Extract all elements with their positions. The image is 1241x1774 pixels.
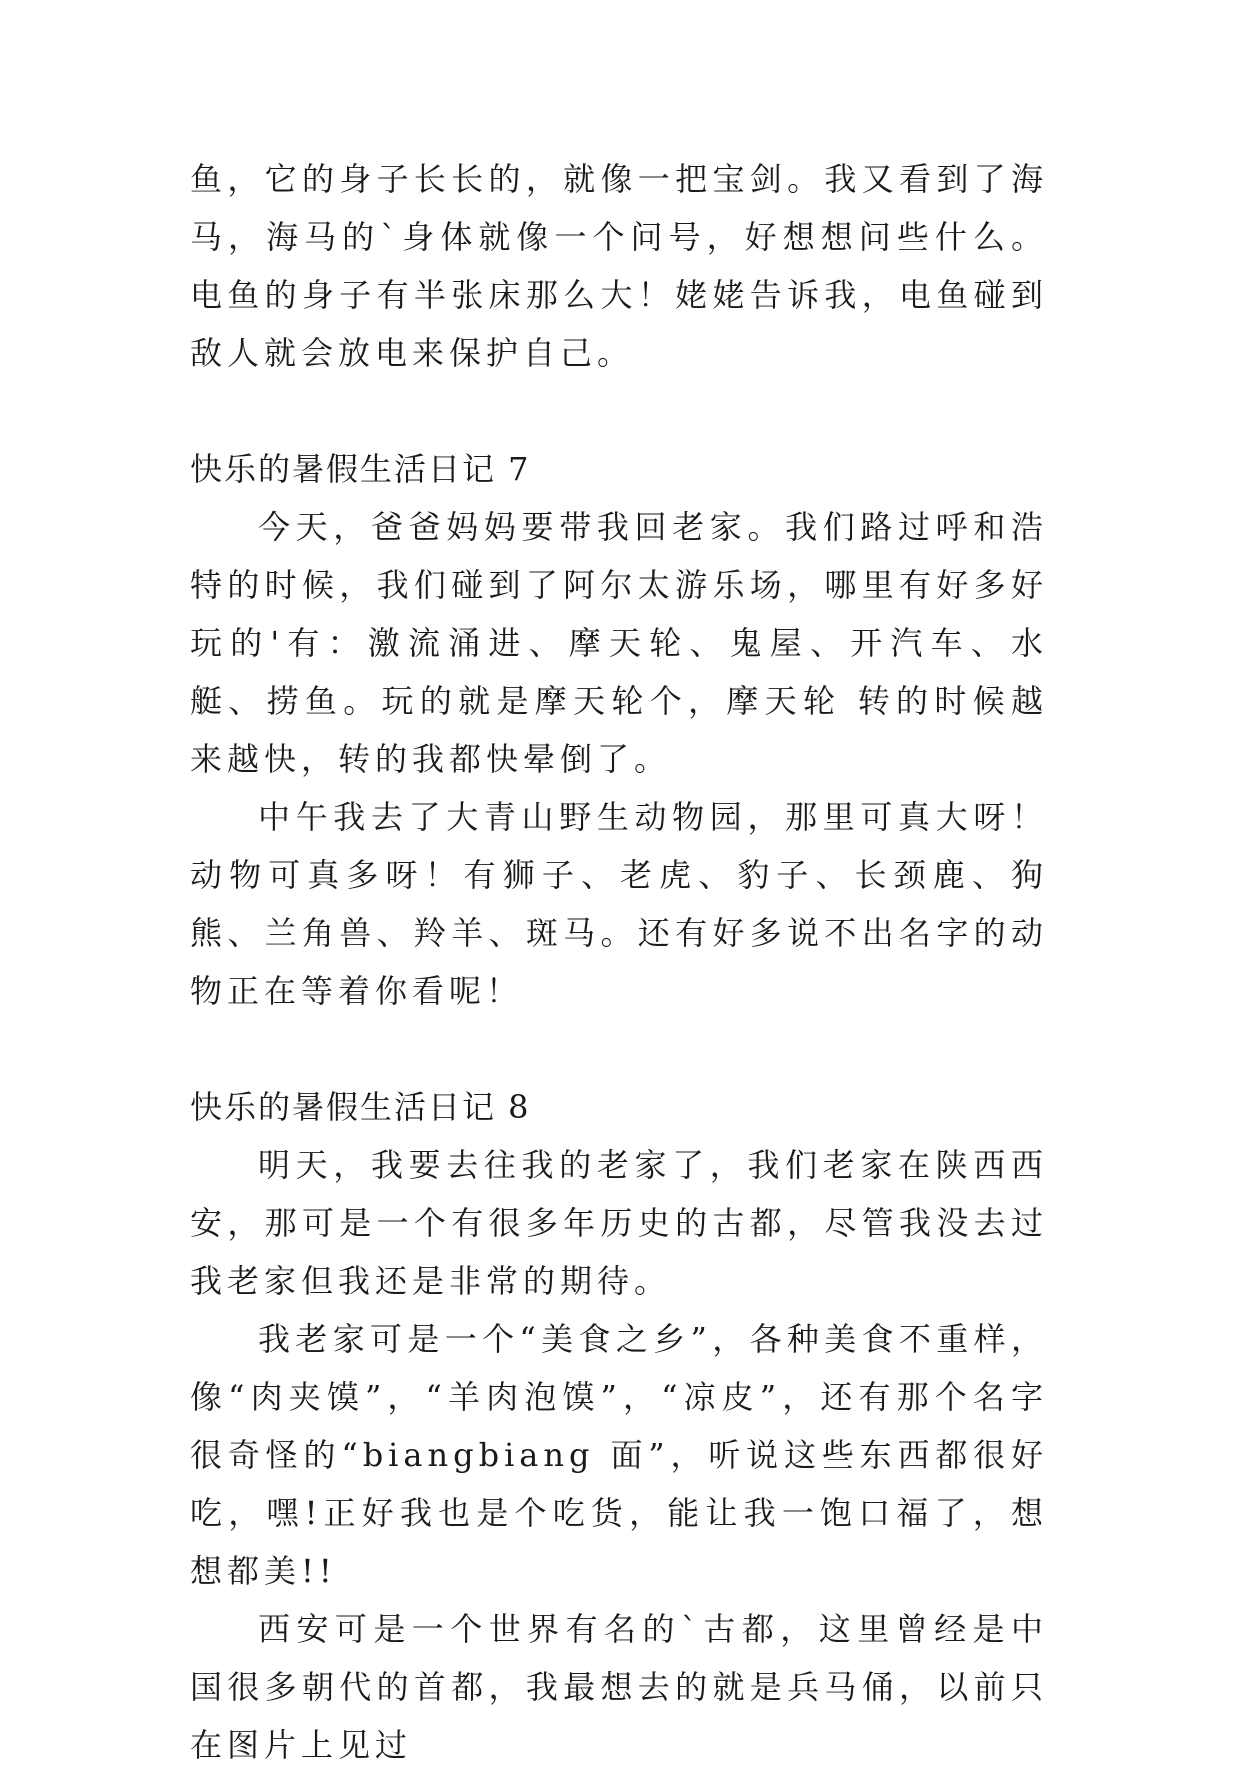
entry-paragraph: 中午我去了大青山野生动物园，那里可真大呀！动物可真多呀！有狮子、老虎、豹子、长颈鹿、狗熊、兰角兽、羚羊、斑马。还有好多说不出名字的动物正在等着你看呢！ [190,798,1048,1010]
document-page [190,150,1048,1774]
section-gap [190,1020,1048,1078]
continued-paragraph: 鱼，它的身子长长的，就像一把宝剑。我又看到了海马，海马的`身体就像一个问号，好想想问些什么。电鱼的身子有半张床那么大！姥姥告诉我，电鱼碰到敌人就会放电来保护自己。 [190,160,1048,372]
entry-paragraph: 今天，爸爸妈妈要带我回老家。我们路过呼和浩特的时候，我们碰到了阿尔太游乐场，哪里有好多好玩的'有：激流涌进、摩天轮、鬼屋、开汽车、水艇、捞鱼。玩的就是摩天轮个，摩天轮 转的时候越来越快，转的我都快晕倒了。 [190,508,1048,778]
entry-paragraph: 我老家可是一个“美食之乡”，各种美食不重样，像“肉夹馍”，“羊肉泡馍”，“凉皮”，还有那个名字很奇怪的“biangbiang 面”，听说这些东西都很好吃，嘿!正好我也是个吃货，能让我一饱口福了，想想都美!! [190,1320,1048,1590]
section-gap [190,382,1048,440]
entry-heading: 快乐的暑假生活日记 7 [190,450,531,488]
entry-paragraph: 西安可是一个世界有名的`古都，这里曾经是中国很多朝代的首都，我最想去的就是兵马俑，以前只在图片上见过 [190,1610,1048,1764]
entry-paragraph: 明天，我要去往我的老家了，我们老家在陕西西安，那可是一个有很多年历史的古都，尽管我没去过我老家但我还是非常的期待。 [190,1146,1048,1300]
entry-heading: 快乐的暑假生活日记 8 [190,1088,531,1126]
